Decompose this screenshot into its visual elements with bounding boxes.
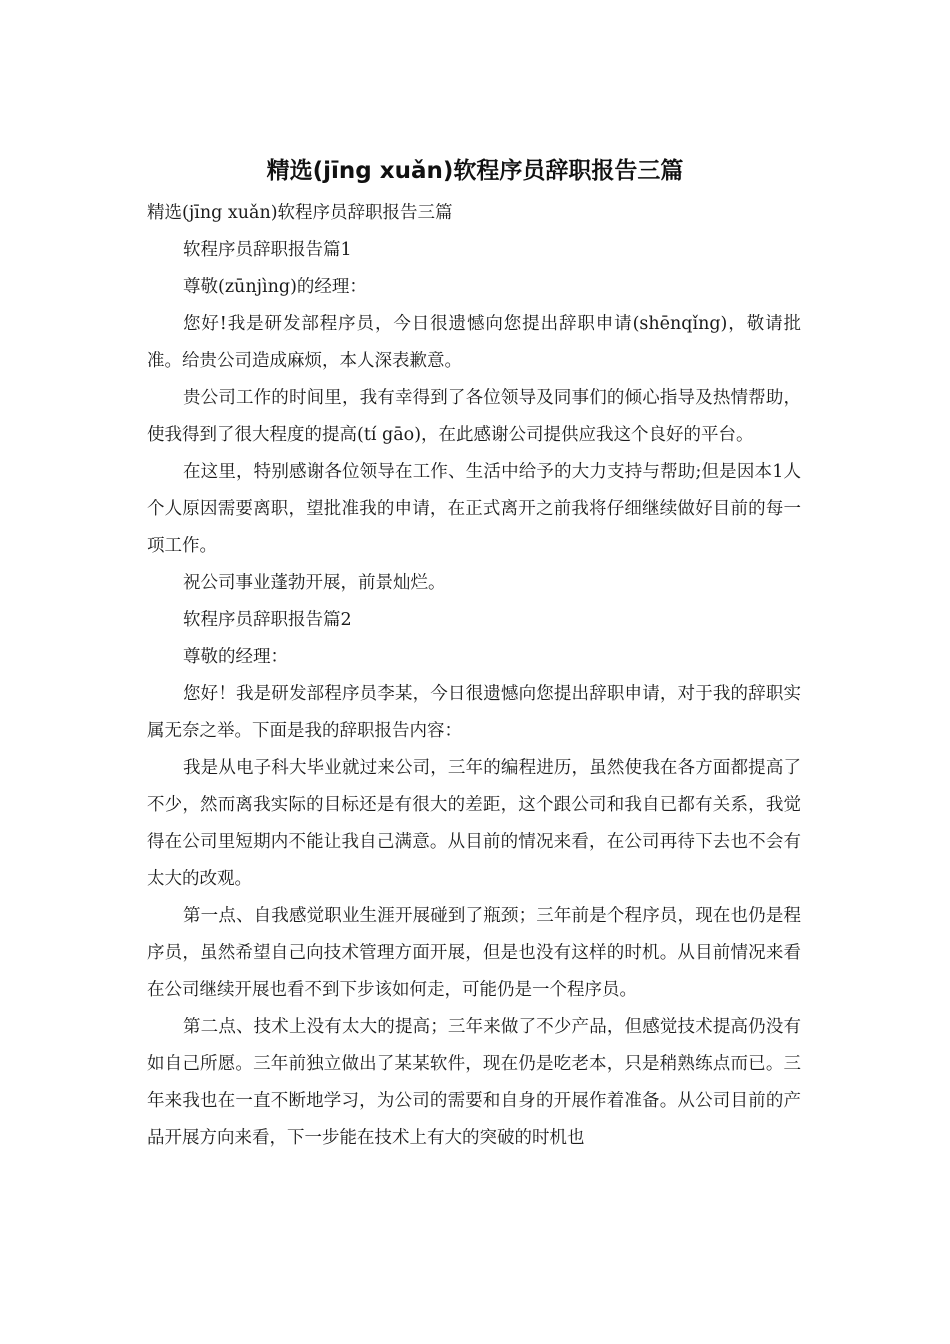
- paragraph: 第一点、自我感觉职业生涯开展碰到了瓶颈；三年前是个程序员，现在也仍是程序员，虽然希望自己向技术管理方面开展，但是也没有这样的时机。从目前情况来看在公司继续开展也看不到下步该如何走，可能仍是一个程序员。: [147, 906, 801, 1000]
- paragraph: 在这里，特别感谢各位领导在工作、生活中给予的大力支持与帮助;但是因本1人个人原因需要离职，望批准我的申请，在正式离开之前我将仔细继续做好目前的每一项工作。: [147, 462, 801, 556]
- paragraph: 您好!我是研发部程序员，今日很遗憾向您提出辞职申请(shēnqǐng)，敬请批准。给贵公司造成麻烦，本人深表歉意。: [147, 314, 801, 371]
- paragraph: 祝公司事业蓬勃开展，前景灿烂。: [183, 573, 446, 593]
- paragraph: 您好！我是研发部程序员李某，今日很遗憾向您提出辞职申请，对于我的辞职实属无奈之举。下面是我的辞职报告内容：: [147, 684, 801, 741]
- document-body: [147, 195, 801, 1157]
- paragraph: 软程序员辞职报告篇1: [183, 240, 352, 260]
- paragraph: 第二点、技术上没有太大的提高；三年来做了不少产品，但感觉技术提高仍没有如自己所愿。三年前独立做出了某某软件，现在仍是吃老本，只是稍熟练点而已。三年来我也在一直不断地学习，为公司的需要和自身的开展作着准备。从公司目前的产品开展方向来看，下一步能在技术上有大的突破的时机也: [147, 1017, 801, 1148]
- document-title: 精选(jīng xuǎn)软程序员辞职报告三篇: [266, 158, 684, 184]
- paragraph: 贵公司工作的时间里，我有幸得到了各位领导及同事们的倾心指导及热情帮助，使我得到了很大程度的提高(tí gāo)，在此感谢公司提供应我这个良好的平台。: [147, 388, 801, 445]
- paragraph: 尊敬的经理：: [183, 647, 288, 667]
- paragraph: 尊敬(zūnjìng)的经理：: [183, 277, 367, 297]
- paragraph: 我是从电子科大毕业就过来公司，三年的编程进历，虽然使我在各方面都提高了不少，然而离我实际的目标还是有很大的差距，这个跟公司和我自已都有关系，我觉得在公司里短期内不能让我自己满意。从目前的情况来看，在公司再待下去也不会有太大的改观。: [147, 758, 801, 889]
- paragraph: 精选(jīng xuǎn)软程序员辞职报告三篇: [147, 203, 453, 223]
- paragraph: 软程序员辞职报告篇2: [183, 610, 352, 630]
